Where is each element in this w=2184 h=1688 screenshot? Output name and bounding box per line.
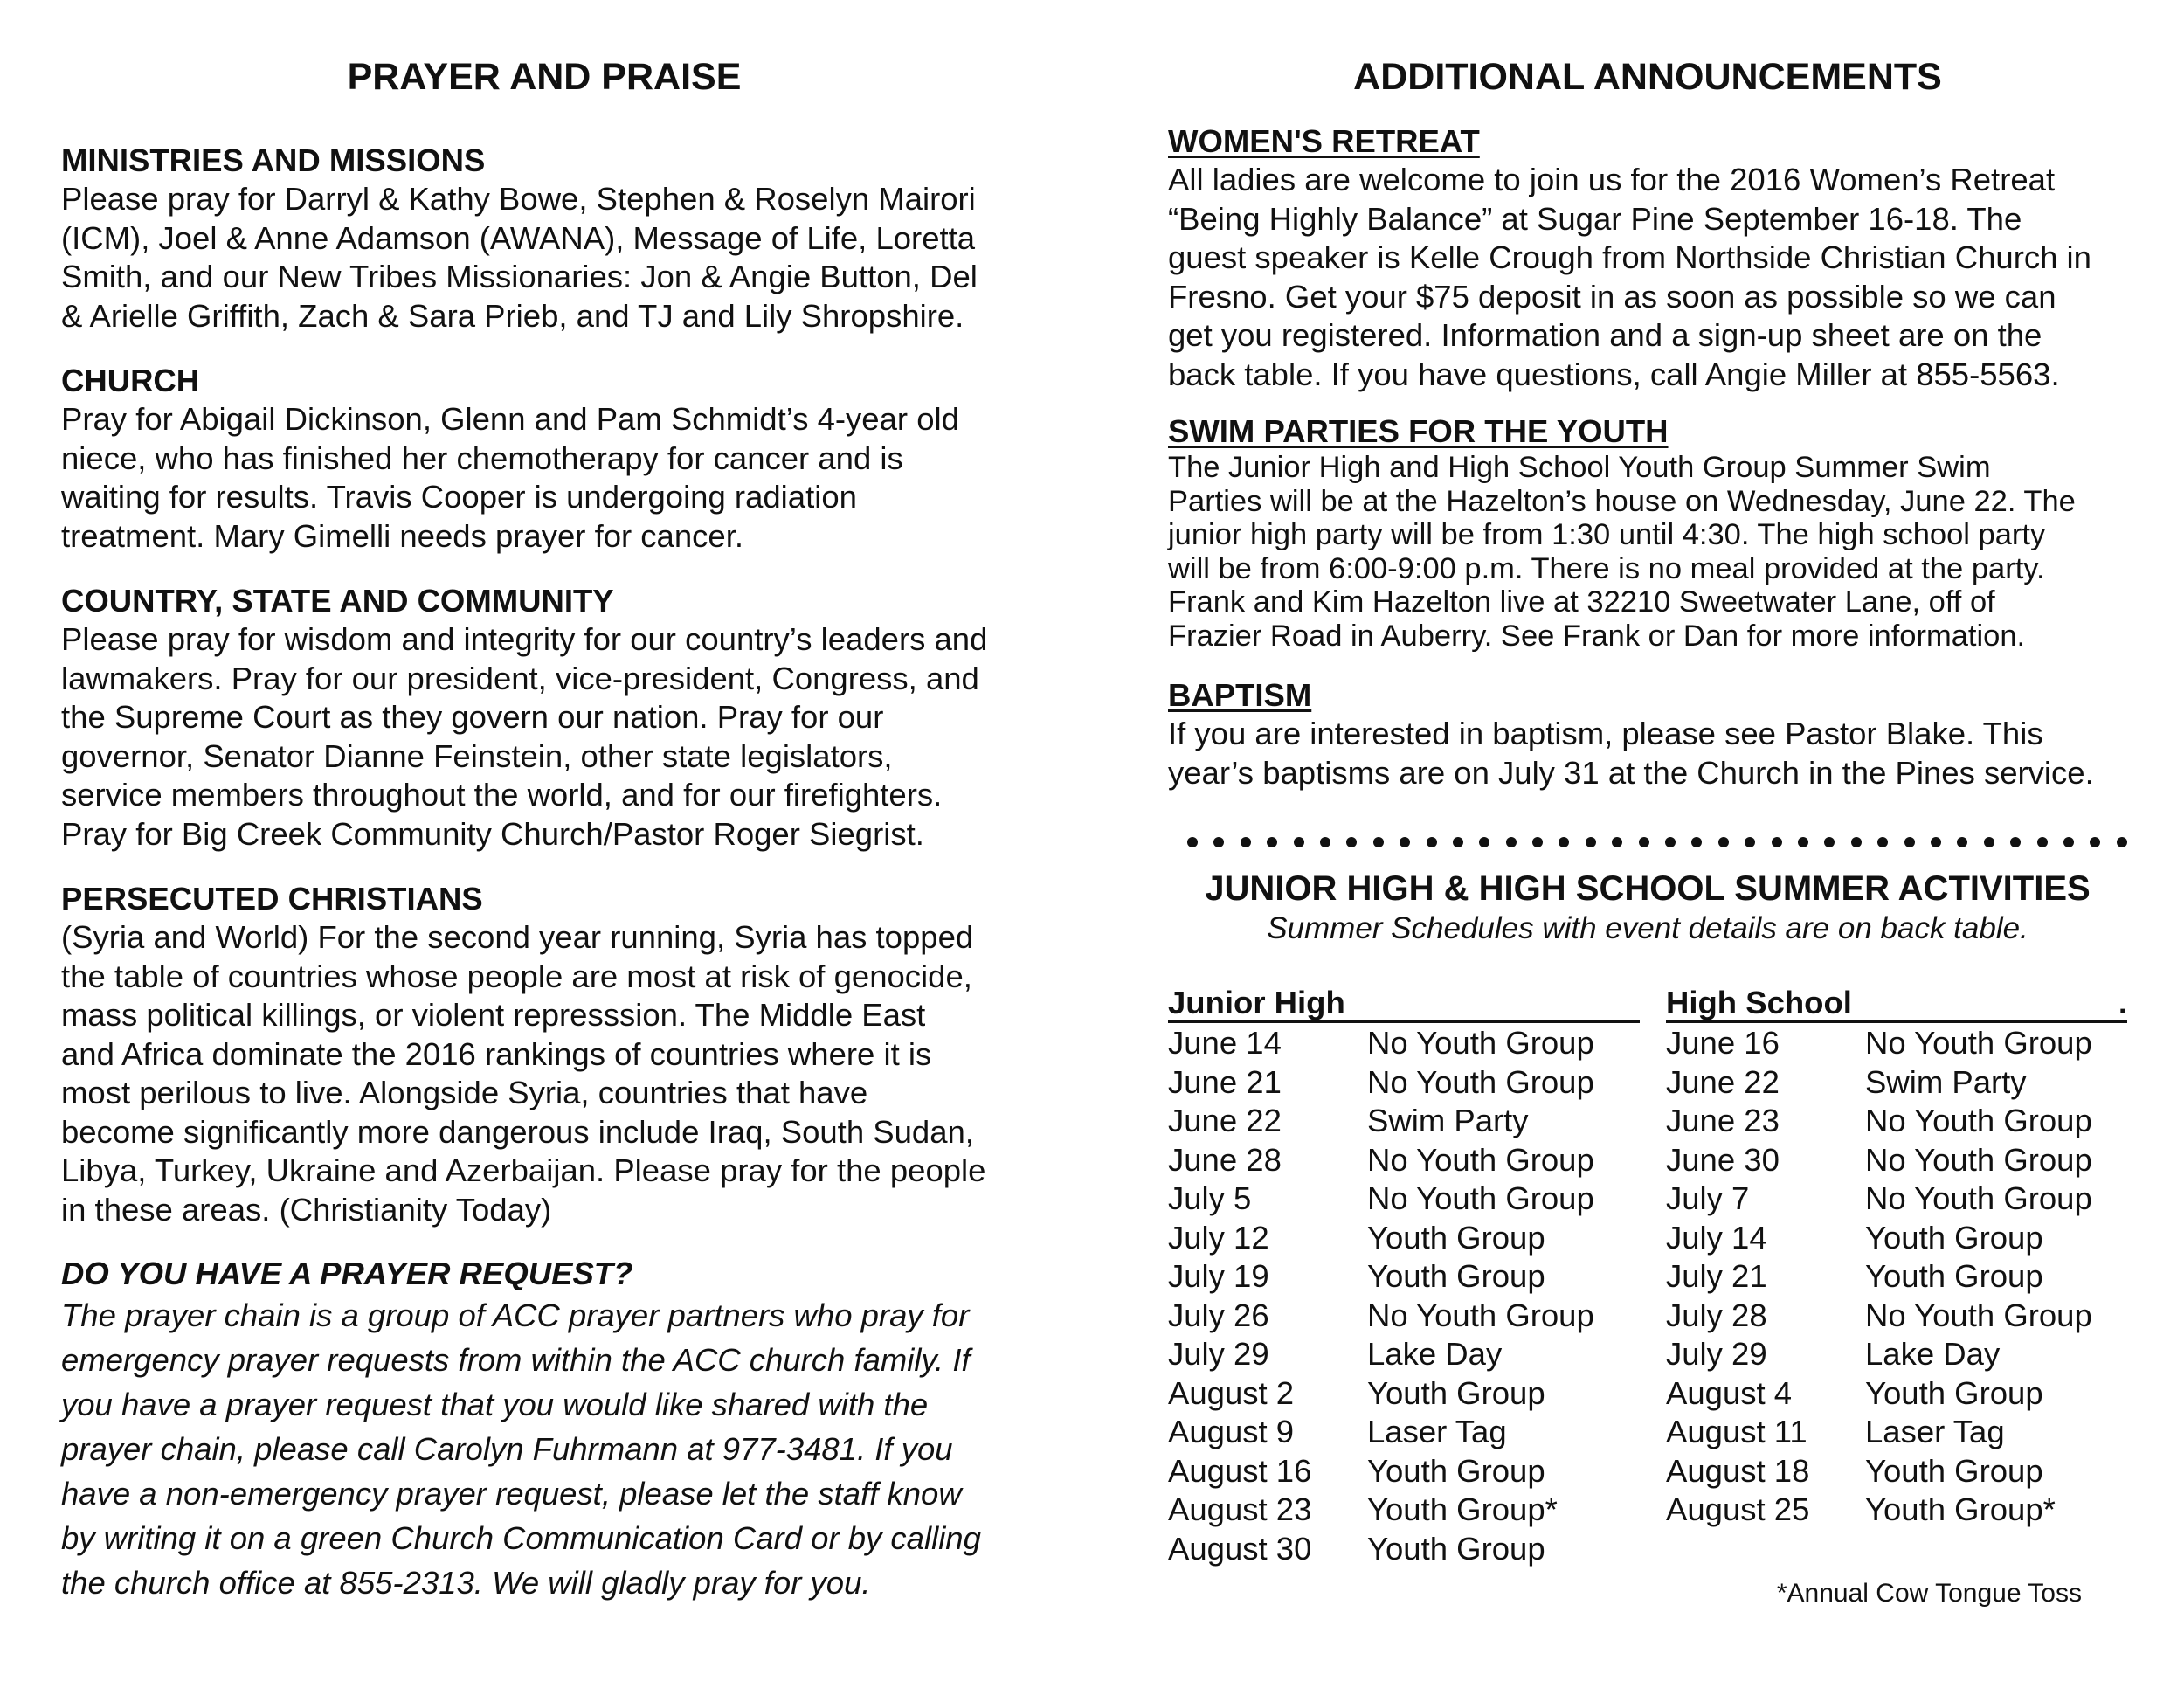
schedule-heading [1168,867,2127,947]
schedule-header-row [1168,986,2127,1024]
text-line: in these areas. (Christianity Today) [61,1191,552,1228]
high-event: No Youth Group [1865,1180,2092,1216]
section-ministries-and-missions [61,142,1027,336]
high-event: Lake Day [1865,1336,2001,1372]
high-date: July 21 [1666,1258,1767,1294]
text-line: “Being Highly Balance” at Sugar Pine September 16-18. The [1168,200,2022,237]
divider-dot [1586,837,1596,847]
schedule-row [1168,1180,2127,1219]
section-body [61,180,1027,336]
schedule-rows [1168,1024,2127,1568]
text-line: If you are interested in baptism, please see Pastor Blake. This [1168,716,2043,751]
text-line: niece, who has finished her chemotherapy for cancer and is [61,439,903,476]
divider-dot [1984,837,1994,847]
high-event: Laser Tag [1865,1414,2005,1449]
section-church [61,362,1027,556]
dotted-divider [1187,832,2127,853]
junior-event: Swim Party [1367,1103,1529,1138]
text-line: The prayer chain is a group of ACC prayer partners who pray for [61,1297,970,1333]
high-event: Youth Group [1865,1258,2043,1294]
divider-dot [1187,837,1198,847]
divider-dot [1718,837,1729,847]
text-line: governor, Senator Dianne Feinstein, other state legislators, [61,737,893,774]
text-line: lawmakers. Pray for our president, vice-president, Congress, and [61,660,979,696]
divider-dot [1373,837,1384,847]
junior-date: July 29 [1168,1336,1269,1372]
text-line: waiting for results. Travis Cooper is undergoing radiation [61,479,857,515]
junior-date: August 9 [1168,1414,1295,1449]
junior-event: No Youth Group [1367,1297,1594,1333]
schedule-row [1168,1297,2127,1336]
text-line: most perilous to live. Alongside Syria, countries that have [61,1075,868,1110]
divider-dot [1957,837,1967,847]
high-date: June 23 [1666,1103,1780,1138]
junior-date: June 14 [1168,1025,1282,1061]
text-line: year’s baptisms are on July 31 at the Church in the Pines service. [1168,754,2094,791]
section-heading: CHURCH [61,363,200,398]
divider-dot [1612,837,1622,847]
section-body [1168,451,2127,653]
junior-date: July 26 [1168,1297,1269,1333]
section-prayer-request [61,1255,1027,1605]
summer-schedule-table [1168,986,2127,1568]
schedule-row [1168,1530,2127,1569]
junior-date: August 30 [1168,1530,1312,1567]
high-date: August 25 [1666,1491,1810,1527]
divider-dot [1904,837,1915,847]
divider-dot [1267,837,1277,847]
junior-event: Youth Group [1367,1374,1545,1411]
text-line: mass political killings, or violent represssion. The Middle East [61,997,926,1033]
schedule-row [1168,1374,2127,1414]
text-line: have a non-emergency prayer request, please let the staff know [61,1476,962,1512]
section-country-state-community [61,582,1027,854]
divider-dot [1294,837,1304,847]
divider-dot [1691,837,1702,847]
divider-dot [1506,837,1517,847]
junior-event: No Youth Group [1367,1063,1594,1100]
section-womens-retreat [1168,122,2127,394]
text-line: service members throughout the world, and for our firefighters. [61,777,943,813]
junior-event: Youth Group [1367,1219,1545,1256]
high-date: July 7 [1666,1180,1750,1216]
section-heading: WOMEN'S RETREAT [1168,123,1480,159]
high-event: Swim Party [1865,1063,2027,1100]
divider-dot [1851,837,1862,847]
high-event: Youth Group [1865,1452,2043,1489]
schedule-title: JUNIOR HIGH & HIGH SCHOOL SUMMER ACTIVITIES [1205,869,2091,908]
section-body [61,918,1027,1229]
divider-dot [1639,837,1649,847]
high-event: No Youth Group [1865,1297,2092,1333]
page-title-prayer-and-praise: PRAYER AND PRAISE [347,56,742,98]
divider-dot [1453,837,1463,847]
page-title-additional-announcements: ADDITIONAL ANNOUNCEMENTS [1353,56,1942,98]
high-date: July 28 [1666,1297,1767,1333]
text-line: Frank and Kim Hazelton live at 32210 Sweetwater Lane, off of [1168,585,1995,619]
junior-event: No Youth Group [1367,1180,1594,1216]
high-event: Youth Group* [1865,1491,2056,1527]
schedule-footnote: *Annual Cow Tongue Toss [1776,1579,2082,1608]
divider-dot [1213,837,1224,847]
text-line: emergency prayer requests from within the ACC church family. If [61,1342,971,1378]
junior-high-header: Junior High [1168,986,1640,1023]
junior-event: Youth Group [1367,1258,1545,1294]
junior-event: No Youth Group [1367,1025,1594,1061]
divider-dot [1824,837,1835,847]
divider-dot [1798,837,1808,847]
section-body [1168,715,2127,792]
schedule-row [1168,1219,2127,1258]
text-line: Pray for Abigail Dickinson, Glenn and Pam Schmidt’s 4-year old [61,401,959,437]
junior-date: July 12 [1168,1219,1269,1256]
high-date: June 30 [1666,1141,1780,1178]
text-line: treatment. Mary Gimelli needs prayer for cancer. [61,517,743,554]
high-date: July 14 [1666,1219,1767,1256]
divider-dot [2010,837,2021,847]
section-heading: DO YOU HAVE A PRAYER REQUEST? [61,1256,633,1291]
high-date: August 4 [1666,1374,1793,1411]
divider-dot [1320,837,1330,847]
text-line: Fresno. Get your $75 deposit in as soon as possible so we can [1168,278,2056,315]
divider-dot [2090,837,2100,847]
schedule-row [1168,1024,2127,1063]
text-line: Pray for Big Creek Community Church/Pastor Roger Siegrist. [61,815,924,852]
section-heading: SWIM PARTIES FOR THE YOUTH [1168,413,1669,449]
divider-dot [1772,837,1782,847]
schedule-row [1168,1452,2127,1491]
section-heading: BAPTISM [1168,677,1312,713]
text-line: and Africa dominate the 2016 rankings of countries where it is [61,1035,932,1072]
divider-dot [2063,837,2074,847]
section-body [61,1293,1027,1605]
high-event: Youth Group [1865,1374,2043,1411]
text-line: back table. If you have questions, call Angie Miller at 855-5563. [1168,356,2060,392]
section-body [61,620,1027,854]
high-school-header-label: High School [1666,985,1852,1020]
high-event: No Youth Group [1865,1025,2092,1061]
junior-date: June 21 [1168,1063,1282,1100]
schedule-row [1168,1413,2127,1452]
junior-event: Lake Day [1367,1336,1503,1372]
section-body [61,400,1027,556]
junior-date: August 23 [1168,1491,1312,1527]
divider-dot [1400,837,1410,847]
prayer-and-praise-column [61,0,1027,1601]
schedule-row [1168,1257,2127,1297]
text-line: (ICM), Joel & Anne Adamson (AWANA), Message of Life, Loretta [61,219,976,256]
section-baptism [1168,676,2127,792]
high-date: July 29 [1666,1336,1767,1372]
text-line: junior high party will be from 1:30 until 4:30. The high school party [1168,518,2046,551]
high-date: August 18 [1666,1452,1810,1489]
divider-dot [2037,837,2048,847]
text-line: Frazier Road in Auberry. See Frank or Dan for more information. [1168,619,2026,653]
text-line: prayer chain, please call Carolyn Fuhrmann at 977-3481. If you [61,1431,953,1467]
divider-dot [1241,837,1251,847]
schedule-row [1168,1063,2127,1103]
junior-event: No Youth Group [1367,1141,1594,1178]
divider-dot [1479,837,1489,847]
junior-date: July 19 [1168,1258,1269,1294]
text-line: will be from 6:00-9:00 p.m. There is no meal provided at the party. [1168,551,2045,585]
text-line: (Syria and World) For the second year running, Syria has topped [61,919,974,955]
divider-dot [1346,837,1357,847]
section-swim-parties [1168,412,2127,653]
junior-date: June 28 [1168,1141,1282,1178]
high-event: No Youth Group [1865,1103,2092,1138]
divider-dot [1665,837,1676,847]
high-school-header [1666,986,2127,1023]
text-line: the table of countries whose people are most at risk of genocide, [61,958,972,994]
high-date: August 11 [1666,1414,1807,1449]
text-line: you have a prayer request that you would like shared with the [61,1387,929,1422]
junior-event: Laser Tag [1367,1414,1507,1449]
high-event: No Youth Group [1865,1141,2092,1178]
junior-date: August 16 [1168,1452,1312,1489]
section-heading: MINISTRIES AND MISSIONS [61,142,486,178]
text-line: Please pray for wisdom and integrity for our country’s leaders and [61,621,988,657]
text-line: All ladies are welcome to join us for the 2016 Women’s Retreat [1168,162,2056,197]
high-date: June 22 [1666,1063,1780,1100]
text-line: get you registered. Information and a sign-up sheet are on the [1168,317,2042,353]
divider-dot [2117,837,2127,847]
schedule-subtitle: Summer Schedules with event details are on back table. [1267,911,2028,945]
divider-dot [1427,837,1437,847]
additional-announcements-column [1168,0,2127,1608]
divider-dot [1931,837,1941,847]
section-heading: COUNTRY, STATE AND COMMUNITY [61,583,614,619]
schedule-row [1168,1335,2127,1374]
section-persecuted-christians [61,880,1027,1229]
divider-dot [1532,837,1543,847]
high-date: June 16 [1666,1025,1780,1061]
junior-event: Youth Group* [1367,1491,1558,1527]
junior-event: Youth Group [1367,1452,1545,1489]
schedule-row [1168,1102,2127,1141]
text-line: guest speaker is Kelle Crough from Northside Christian Church in [1168,239,2091,275]
divider-dot [1745,837,1755,847]
text-line: Parties will be at the Hazelton’s house on Wednesday, June 22. The [1168,484,2076,518]
text-line: become significantly more dangerous include Iraq, South Sudan, [61,1113,974,1150]
text-line: the church office at 855-2313. We will gladly pray for you. [61,1565,871,1601]
text-line: & Arielle Griffith, Zach & Sara Prieb, and TJ and Lily Shropshire. [61,297,964,334]
junior-event: Youth Group [1367,1530,1545,1567]
section-body [1168,161,2127,394]
header-end-mark: . [2118,985,2127,1020]
junior-date: August 2 [1168,1374,1295,1411]
text-line: The Junior High and High School Youth Group Summer Swim [1168,451,1991,484]
junior-date: June 22 [1168,1103,1282,1138]
schedule-row [1168,1491,2127,1530]
text-line: Libya, Turkey, Ukraine and Azerbaijan. Please pray for the people [61,1152,986,1188]
text-line: by writing it on a green Church Communication Card or by calling [61,1520,981,1556]
section-heading: PERSECUTED CHRISTIANS [61,881,483,917]
divider-dot [1877,837,1888,847]
junior-date: July 5 [1168,1180,1252,1216]
high-event: Youth Group [1865,1219,2043,1256]
text-line: the Supreme Court as they govern our nation. Pray for our [61,699,884,735]
text-line: Smith, and our New Tribes Missionaries: Jon & Angie Button, Del [61,259,978,294]
divider-dot [1559,837,1569,847]
text-line: Please pray for Darryl & Kathy Bowe, Stephen & Roselyn Mairori [61,181,976,217]
schedule-row [1168,1141,2127,1180]
